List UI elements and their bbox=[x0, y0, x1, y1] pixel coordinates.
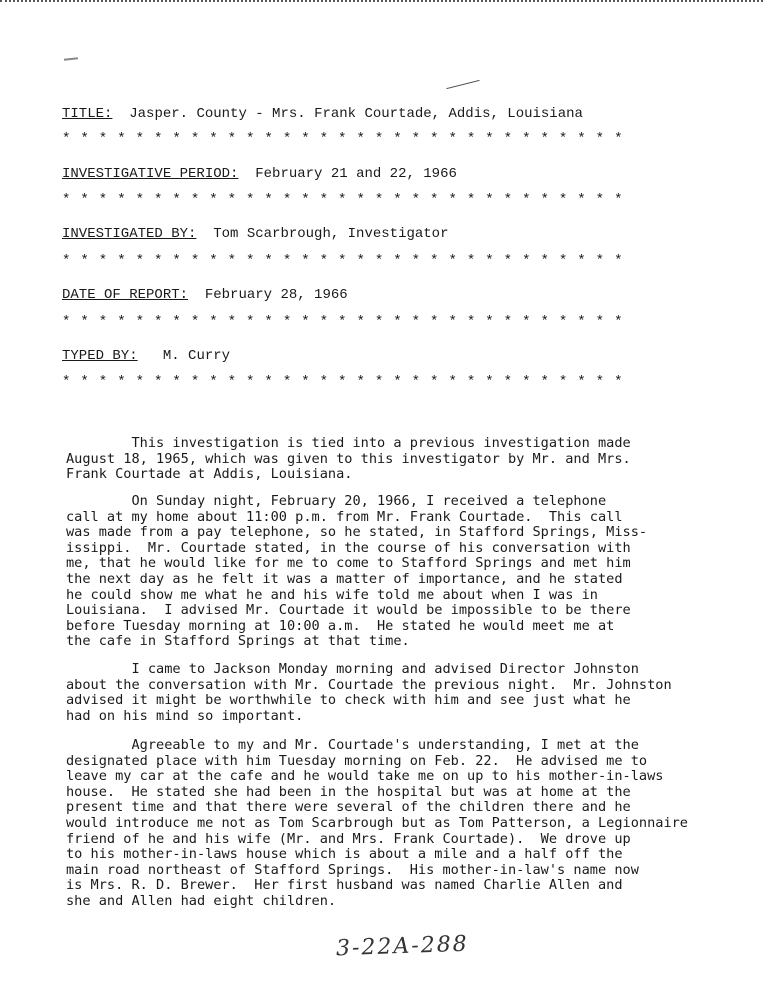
separator-3: * * * * * * * * * * * * * * * * * * * * * * * * * * * * * * * bbox=[62, 253, 624, 269]
typed-line bbox=[62, 348, 230, 364]
title-line bbox=[62, 106, 583, 122]
period-value: February 21 and 22, 1966 bbox=[255, 166, 457, 182]
period-line bbox=[62, 166, 457, 182]
top-perforation bbox=[0, 0, 763, 2]
investigator-line bbox=[62, 226, 448, 242]
paragraph-4: Agreeable to my and Mr. Courtade's understanding, I met at the designated place with him Tuesday morning on Feb. 22. He advised me to leave my car at the cafe and he would take me on up to his mother-in-laws house. He stated she had been in the hospital but was at home at the present time and that there were several of the children there and he would introduce me not as Tom Scarbrough but as Tom Patterson, a Legionnaire friend of he and his wife (Mr. and Mrs. Frank Courtade). We drove up to his mother-in-laws house which is about a mile and a half off the main road northeast of Stafford Springs. His mother-in-law's name now is Mrs. R. D. Brewer. Her first husband was named Charlie Allen and she and Allen had eight children. bbox=[66, 737, 688, 909]
period-label: INVESTIGATIVE PERIOD: bbox=[62, 166, 239, 182]
investigator-value: Tom Scarbrough, Investigator bbox=[213, 226, 449, 242]
separator-1: * * * * * * * * * * * * * * * * * * * * * * * * * * * * * * * bbox=[62, 131, 624, 147]
separator-2: * * * * * * * * * * * * * * * * * * * * * * * * * * * * * * * bbox=[62, 192, 624, 208]
title-label: TITLE: bbox=[62, 106, 113, 122]
typed-value: M. Curry bbox=[162, 348, 231, 364]
investigator-label: INVESTIGATED BY: bbox=[62, 226, 197, 242]
typed-label: TYPED BY: bbox=[62, 348, 138, 364]
document-number: 3-22A-288 bbox=[335, 931, 470, 962]
date-value: February 28, 1966 bbox=[204, 287, 348, 303]
date-line bbox=[62, 287, 348, 303]
separator-5: * * * * * * * * * * * * * * * * * * * * * * * * * * * * * * * bbox=[62, 374, 624, 390]
pen-mark bbox=[446, 80, 479, 89]
separator-4: * * * * * * * * * * * * * * * * * * * * * * * * * * * * * * * bbox=[62, 314, 624, 330]
paragraph-1: This investigation is tied into a previous investigation made August 18, 1965, which was given to this investigator by Mr. and Mrs. Frank Courtade at Addis, Louisiana. bbox=[66, 435, 631, 483]
title-value: Jasper. County - Mrs. Frank Courtade, Addis, Louisiana bbox=[129, 106, 583, 122]
paragraph-2: On Sunday night, February 20, 1966, I received a telephone call at my home about 11:00 p.m. from Mr. Frank Courtade. This call was made from a pay telephone, so he stated, in Stafford Springs, Miss- issippi. Mr. Courtade stated, in the course of his conversation with me, that he would like for me to come to Stafford Springs and met him the next day as he felt it was a matter of importance, and he stated he could show me what he and his wife told me about when I was in Louisiana. I advised Mr. Courtade it would be impossible to be there before Tuesday morning at 10:00 a.m. He stated he would meet me at the cafe in Stafford Springs at that time. bbox=[66, 493, 648, 650]
date-label: DATE OF REPORT: bbox=[62, 287, 189, 303]
paragraph-3: I came to Jackson Monday morning and advised Director Johnston about the conversation with Mr. Courtade the previous night. Mr. Johnston advised it might be worthwhile to check with him and see just what he had on his mind so important. bbox=[66, 661, 672, 724]
ink-smudge bbox=[64, 57, 78, 60]
